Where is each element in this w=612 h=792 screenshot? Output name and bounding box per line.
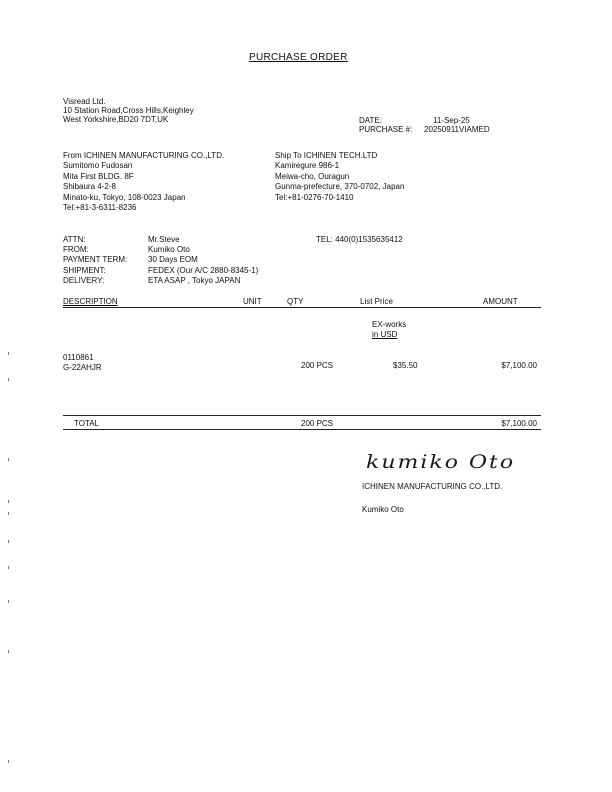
date-label: DATE: <box>359 116 382 125</box>
total-top-divider <box>63 415 541 416</box>
item-qty: 200 PCS <box>301 361 334 370</box>
scan-speck <box>8 760 9 763</box>
total-label: TOTAL <box>74 419 100 428</box>
header-divider <box>63 307 541 308</box>
po-label: PURCHASE #: <box>359 125 413 134</box>
attn-label: ATTN: <box>63 235 86 244</box>
item-code: 0110861 <box>63 353 94 362</box>
pricing-terms-line-2: in USD <box>372 330 398 339</box>
col-list-price-header: List Price <box>360 297 393 306</box>
pricing-terms-line-1: EX-works <box>372 320 407 329</box>
scan-speck <box>8 378 9 381</box>
col-amount-header: AMOUNT <box>483 297 518 306</box>
scan-speck <box>8 540 9 543</box>
buyer-street: 10 Station Road,Cross Hills,Keighley <box>63 106 194 116</box>
total-qty: 200 PCS <box>301 419 334 428</box>
signatory-company: ICHINEN MANUFACTURING CO.,LTD. <box>362 482 503 491</box>
from-line-3: Mita First BLDG. 8F <box>63 171 134 181</box>
buyer-region: West Yorkshire,BD20 7DT,UK <box>63 115 169 125</box>
date-value: 11-Sep-25 <box>433 116 470 125</box>
ship-to-line-4: Gunma-prefecture, 370-0702, Japan <box>275 182 405 192</box>
col-unit-header: UNIT <box>243 297 262 306</box>
ship-to-tel: Tel:+81-0276-70-1410 <box>275 192 354 202</box>
from-value: Kumiko Oto <box>148 245 190 254</box>
po-number: 20250911VIAMED <box>424 125 490 134</box>
ship-to-company: Ship To ICHINEN TECH.LTD <box>275 151 378 160</box>
handwritten-signature: kumiko Oto <box>366 451 516 474</box>
item-description: G-22AHJR <box>63 363 102 372</box>
from-address <box>63 151 224 213</box>
ship-to-line-2: Kamiregure 986-1 <box>275 161 340 171</box>
payment-term-value: 30 Days EOM <box>148 255 198 264</box>
scan-speck <box>8 566 9 569</box>
ship-to-address <box>275 151 404 203</box>
total-amount: $7,100.00 <box>501 419 537 428</box>
shipment-value: FEDEX (Our A/C 2880-8345-1) <box>148 266 259 275</box>
page-title: PURCHASE ORDER <box>249 52 348 63</box>
buyer-address <box>63 97 194 125</box>
from-tel: Tel:+81-3-6311-8236 <box>63 202 137 212</box>
signatory-name: Kumiko Oto <box>362 505 404 514</box>
col-description-header: DESCRIPTION <box>63 297 118 306</box>
payment-term-label: PAYMENT TERM: <box>63 255 128 264</box>
scan-speck <box>8 352 9 355</box>
scan-speck <box>8 512 9 515</box>
scan-speck <box>8 458 9 461</box>
from-line-5: Minato-ku, Tokyo, 108-0023 Japan <box>63 192 186 202</box>
scan-speck <box>8 600 9 603</box>
from-label: FROM: <box>63 245 89 254</box>
item-price: $35.50 <box>393 361 418 370</box>
ship-to-line-3: Meiwa-cho, Ouragun <box>275 171 350 181</box>
col-qty-header: QTY <box>287 297 304 306</box>
scan-speck <box>8 650 9 653</box>
from-line-4: Shibaura 4-2-8 <box>63 182 116 192</box>
tel-number: TEL: 440(0)1535635412 <box>316 235 403 244</box>
from-line-2: Sumitomo Fudosan <box>63 161 133 171</box>
from-company: From ICHINEN MANUFACTURING CO.,LTD. <box>63 151 225 160</box>
scan-speck <box>8 500 9 503</box>
attn-value: Mr.Steve <box>148 235 180 244</box>
item-amount: $7,100.00 <box>501 361 537 370</box>
buyer-name: Visread Ltd. <box>63 97 106 106</box>
shipment-label: SHIPMENT: <box>63 266 106 275</box>
delivery-value: ETA ASAP , Tokyo JAPAN <box>148 276 241 285</box>
total-bottom-divider <box>63 429 541 430</box>
delivery-label: DELIVERY: <box>63 276 105 285</box>
